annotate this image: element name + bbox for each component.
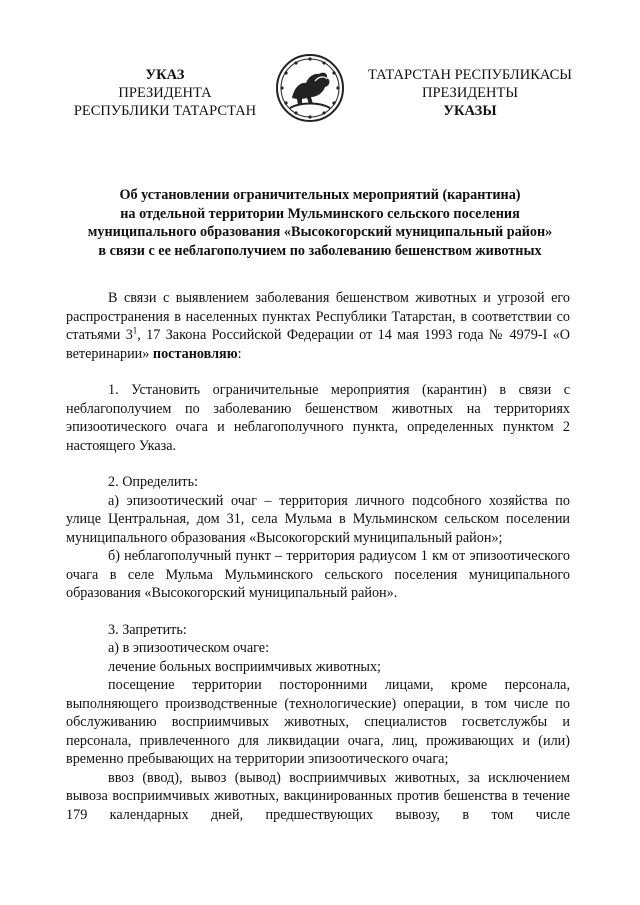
header-left (60, 66, 270, 120)
decree-body (66, 289, 570, 824)
clause-3-a-1: лечение больных восприимчивых животных; (108, 658, 381, 675)
decree-title (40, 186, 600, 260)
header-left-line-1: УКАЗ (145, 67, 185, 83)
header-right-line-2: ПРЕЗИДЕНТЫ (421, 85, 519, 101)
clause-3-a: а) в эпизоотическом очаге: (108, 640, 270, 656)
clause-3-heading: 3. Запретить: (108, 621, 187, 638)
header-left-line-3: РЕСПУБЛИКИ ТАТАРСТАН (73, 103, 257, 119)
clause-3-a-2: посещение территории посторонними лицами, кроме персонала, выполняющего производственные (технологические) операции, в том числе по обслуживанию восприимчивых животных, специалистов госветслужбы и персонала, привлеченного для ликвидации очага, лиц, проживающих и (или) временно пребывающих на территории эпизоотического очага; (66, 677, 570, 767)
intro-text-2: , 17 Закона Российской Федерации от 14 мая 1993 года № 4979-I «О ветеринарии» (66, 327, 570, 362)
title-line-1: Об установлении ограничительных мероприятий (карантина) (119, 187, 521, 203)
clause-2-a: а) эпизоотический очаг – территория личного подсобного хозяйства по улице Центральная, дом 31, села Мульма в Мульминском сельском поселении муниципального образования «Высокогорский муниципальный район»; (66, 492, 570, 546)
intro-end: : (237, 345, 242, 362)
intro-text-1: В связи с выявлением заболевания бешенством животных и угрозой его распространения в населенных пунктах Республики Татарстан, в соответствии со статьями 3 (66, 290, 570, 343)
resolve-word: постановляю (152, 345, 238, 362)
title-line-4: в связи с ее неблагополучием по заболеванию бешенством животных (98, 242, 542, 259)
clause-2-b: б) неблагополучный пункт – территория радиусом 1 км от эпизоотического очага в селе Мульма Мульминского сельского поселения муниципального образования «Высокогорский муниципальный район». (66, 548, 570, 601)
header-right-line-1: ТАТАРСТАН РЕСПУБЛИКАСЫ (368, 67, 572, 83)
clause-1: 1. Установить ограничительные мероприятия (карантин) в связи с неблагополучием по заболеванию бешенством животных на территориях эпизоотического очага и неблагополучного пункта, определенных пунктом 2 настоящего Указа. (66, 382, 570, 454)
header-right-line-3: УКАЗЫ (443, 103, 497, 119)
title-line-3: муниципального образования «Высокогорский муниципальный район» (87, 224, 553, 241)
header-right (355, 66, 585, 120)
clause-3-a-3: ввоз (ввод), вывоз (вывод) восприимчивых животных, за исключением вывоза восприимчивых животных, вакцинированных против бешенства в течение 179 календарных дней, предшествующих вывозу, в том числе (66, 769, 570, 823)
article-superscript: 1 (132, 325, 138, 336)
coat-of-arms-emblem (275, 52, 345, 124)
header-left-line-2: ПРЕЗИДЕНТА (118, 85, 212, 101)
title-line-2: на отдельной территории Мульминского сельского поселения (120, 205, 520, 222)
intro-paragraph (66, 289, 570, 363)
clause-2-heading: 2. Определить: (108, 474, 199, 490)
